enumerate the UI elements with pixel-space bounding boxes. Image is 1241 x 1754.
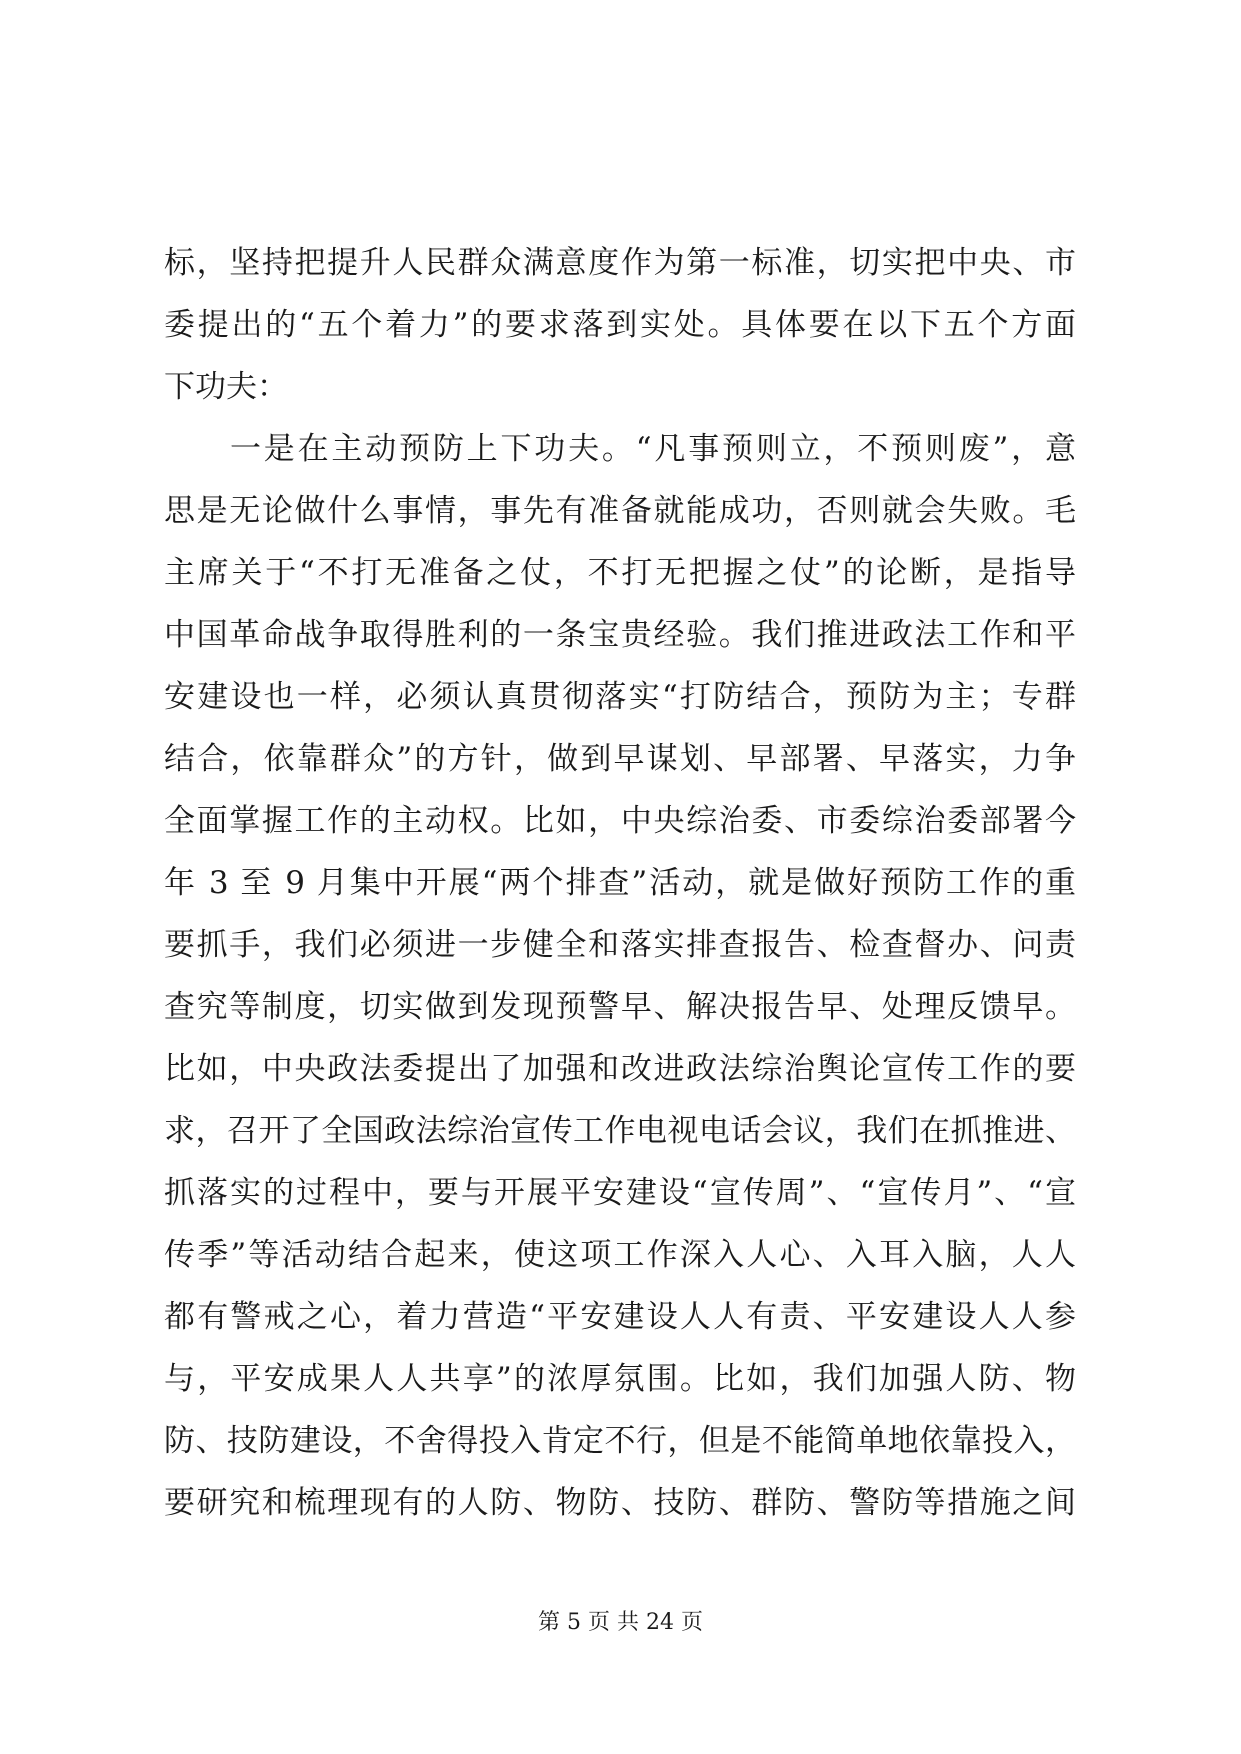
- text-line: 要抓手，我们必须进一步健全和落实排查报告、检查督办、问责: [164, 927, 1076, 963]
- body-text: [164, 232, 1076, 1534]
- text-line: 传季”等活动结合起来，使这项工作深入人心、入耳入脑，人人: [164, 1237, 1076, 1273]
- text-line: 年 3 至 9 月集中开展“两个排查”活动，就是做好预防工作的重: [164, 865, 1076, 901]
- text-line: 中国革命战争取得胜利的一条宝贵经验。我们推进政法工作和平: [164, 617, 1076, 653]
- text-line: 委提出的“五个着力”的要求落到实处。具体要在以下五个方面: [164, 307, 1076, 343]
- text-line: 安建设也一样，必须认真贯彻落实“打防结合，预防为主；专群: [164, 679, 1076, 715]
- text-line: 与，平安成果人人共享”的浓厚氛围。比如，我们加强人防、物: [164, 1361, 1076, 1397]
- text-line: 都有警戒之心，着力营造“平安建设人人有责、平安建设人人参: [164, 1299, 1076, 1335]
- text-line: 思是无论做什么事情，事先有准备就能成功，否则就会失败。毛: [164, 493, 1076, 529]
- text-line: 比如，中央政法委提出了加强和改进政法综治舆论宣传工作的要: [164, 1051, 1076, 1087]
- text-line: 要研究和梳理现有的人防、物防、技防、群防、警防等措施之间: [164, 1485, 1076, 1521]
- text-line: 防、技防建设，不舍得投入肯定不行，但是不能简单地依靠投入，: [164, 1423, 1076, 1459]
- text-line: 查究等制度，切实做到发现预警早、解决报告早、处理反馈早。: [164, 989, 1076, 1025]
- text-line: 求，召开了全国政法综治宣传工作电视电话会议，我们在抓推进、: [164, 1113, 1076, 1149]
- paragraph-first-line: 一是在主动预防上下功夫。“凡事预则立，不预则废”，意: [230, 431, 1076, 467]
- text-line: 标，坚持把提升人民群众满意度作为第一标准，切实把中央、市: [164, 245, 1076, 281]
- text-line: 下功夫：: [164, 369, 288, 405]
- text-line: 抓落实的过程中，要与开展平安建设“宣传周”、“宣传月”、“宣: [164, 1175, 1076, 1211]
- text-line: 全面掌握工作的主动权。比如，中央综治委、市委综治委部署今: [164, 803, 1076, 839]
- text-line: 主席关于“不打无准备之仗，不打无把握之仗”的论断，是指导: [164, 555, 1076, 591]
- text-line: 结合，依靠群众”的方针，做到早谋划、早部署、早落实，力争: [164, 741, 1076, 777]
- page-number-footer: 第 5 页 共 24 页: [538, 1610, 703, 1635]
